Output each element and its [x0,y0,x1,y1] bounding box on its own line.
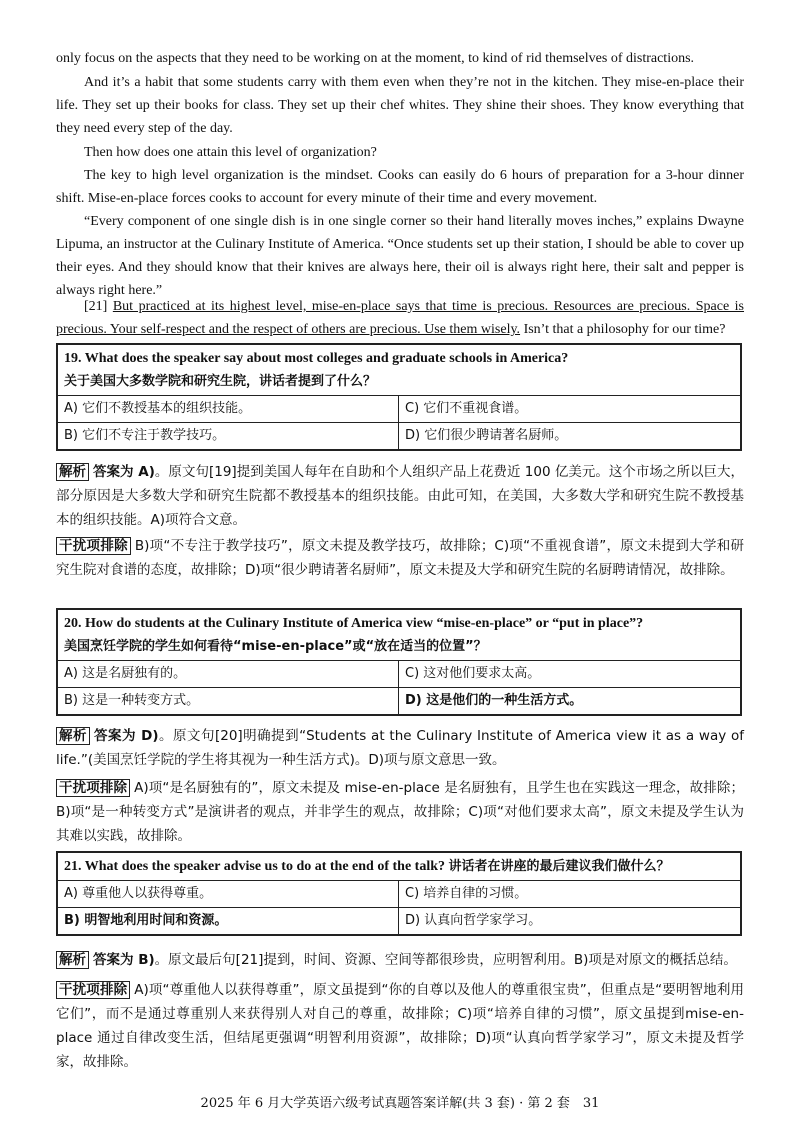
option-c: C) 这对他们要求太高。 [399,661,740,688]
distractor-tag: 干扰项排除 [56,537,131,555]
passage-paragraph: And it’s a habit that some students carry with them even when they’re not in the kitchen. They mise-en-place their life. They set up their books for class. They set up their chef whites. They shine their shoes. They know everything that they need every step of the day. [56,75,744,136]
distractor-tag: 干扰项排除 [56,981,130,999]
question-box-19 [56,343,742,451]
analysis-text: 。原文句[19]提到美国人每年在自助和个人组织产品上花费近 100 亿美元。这个市场之所以巨大，部分原因是大多数大学和研究生院都不教授基本的组织技能。由此可知，在美国，大多数大学和研究生院不教授基本的组织技能。A)项符合文意。 [56,464,744,528]
option-c: C) 它们不重视食谱。 [399,396,740,423]
distractor-19 [56,534,744,582]
option-a: A) 它们不教授基本的组织技能。 [58,396,399,423]
option-d: D) 认真向哲学家学习。 [405,913,542,928]
passage-quote-paragraph: “Every component of one single dish is in one single corner so their hand literally moves inches,” explains Dwayne Lipuma, an instructor at the Culinary Institute of America. “Once students set up their station, I should be able to cover up their eyes. And they should know that their knives are always here, their oil is always right here, their salt and pepper is always right here.” [56,214,744,298]
question-stem [58,610,740,661]
passage-final-paragraph [56,295,744,341]
passage-paragraph: Then how does one attain this level of organization? [84,145,377,160]
distractor-tag: 干扰项排除 [56,779,130,797]
options-grid [58,396,740,449]
option-d: D) 这是他们的一种生活方式。 [405,693,583,708]
option-b: B) 明智地利用时间和资源。 [58,908,399,934]
analysis-21 [56,948,744,972]
analysis-19 [56,460,744,532]
question-stem [58,345,740,396]
answer-label: 答案为 A) [93,464,155,480]
closing-sentence: Isn’t that a philosophy for our time? [523,322,726,337]
option-a: A) 这是名厨独有的。 [58,661,399,688]
question-english: 20. How do students at the Culinary Institute of America view “mise-en-place” or “put in place”? [64,616,644,631]
options-grid [58,881,740,934]
underlined-sentence: But practiced at its highest level, mise-en-place says that time is precious. Resources are precious. Space is precious. Your self-respect and the respect of others are precious. Use them wisely. [56,299,745,337]
question-chinese: 关于美国大多数学院和研究生院，讲话者提到了什么？ [64,374,377,389]
analysis-tag: 解析 [56,727,90,745]
passage-paragraph: The key to high level organization is the mindset. Cooks can easily do 6 hours of preparation for a 3-hour dinner shift. Mise-en-place forces cooks to account for every minute of their time and every movement. [56,168,744,206]
options-grid [58,661,740,714]
passage-paragraph: only focus on the aspects that they need to be working on at the moment, to kind of rid themselves of distractions. [56,51,695,66]
option-b: B) 它们不专注于教学技巧。 [58,423,399,449]
distractor-text: B)项“不专注于教学技巧”，原文未提及教学技巧，故排除；C)项“不重视食谱”，原文未提到大学和研究生院对食谱的态度，故排除；D)项“很少聘请著名厨师”，原文未提及大学和研究生院的名厨聘请情况，故排除。 [56,538,744,578]
distractor-20 [56,776,744,848]
question-english: 19. What does the speaker say about most colleges and graduate schools in America? [64,351,569,366]
analysis-tag: 解析 [56,463,89,481]
question-stem [58,853,740,881]
distractor-text: A)项“尊重他人以获得尊重”，原文虽提到“你的自尊以及他人的尊重很宝贵”，但重点是“要明智地利用它们”，而不是通过尊重别人来获得别人对自己的尊重，故排除；C)项“培养自律的习惯”，原文虽提到mise-en-place 通过自律改变生活，但结尾更强调“明智利用资源”，故排除；D)项“认真向哲学家学习”，原文未提及哲学家，故排除。 [56,982,744,1070]
sentence-marker: [21] [84,299,108,314]
question-box-21 [56,851,742,936]
answer-label: 答案为 D) [93,728,159,744]
option-a: A) 尊重他人以获得尊重。 [58,881,399,908]
question-chinese: 讲话者在讲座的最后建议我们做什么？ [448,859,670,874]
question-english: 21. What does the speaker advise us to do at the end of the talk? [64,859,446,874]
option-b: B) 这是一种转变方式。 [58,688,399,714]
analysis-20 [56,724,744,772]
distractor-text: A)项“是名厨独有的”，原文未提及 mise-en-place 是名厨独有，且学生也在实践这一理念，故排除；B)项“是一种转变方式”是演讲者的观点，并非学生的观点，故排除；C)项“对他们要求太高”，原文未提及学生认为其难以实践，故排除。 [56,780,744,844]
page-footer: 2025 年 6 月大学英语六级考试真题答案详解(共 3 套) · 第 2 套 31 [200,1096,600,1111]
question-chinese: 美国烹饪学院的学生如何看待“mise-en-place”或“放在适当的位置”？ [64,639,487,654]
distractor-21 [56,978,744,1074]
analysis-text: 。原文句[20]明确提到“Students at the Culinary Institute of America view it as a way of life.”(美国烹饪学院的学生将其视为一种生活方式)。D)项与原文意思一致。 [56,728,744,768]
analysis-tag: 解析 [56,951,89,969]
question-box-20 [56,608,742,716]
answer-label: 答案为 B) [93,952,155,968]
analysis-text: 。原文最后句[21]提到，时间、资源、空间等都很珍贵，应明智利用。B)项是对原文的概括总结。 [154,952,737,968]
option-d: D) 它们很少聘请著名厨师。 [405,428,568,443]
option-c: C) 培养自律的习惯。 [399,881,740,908]
